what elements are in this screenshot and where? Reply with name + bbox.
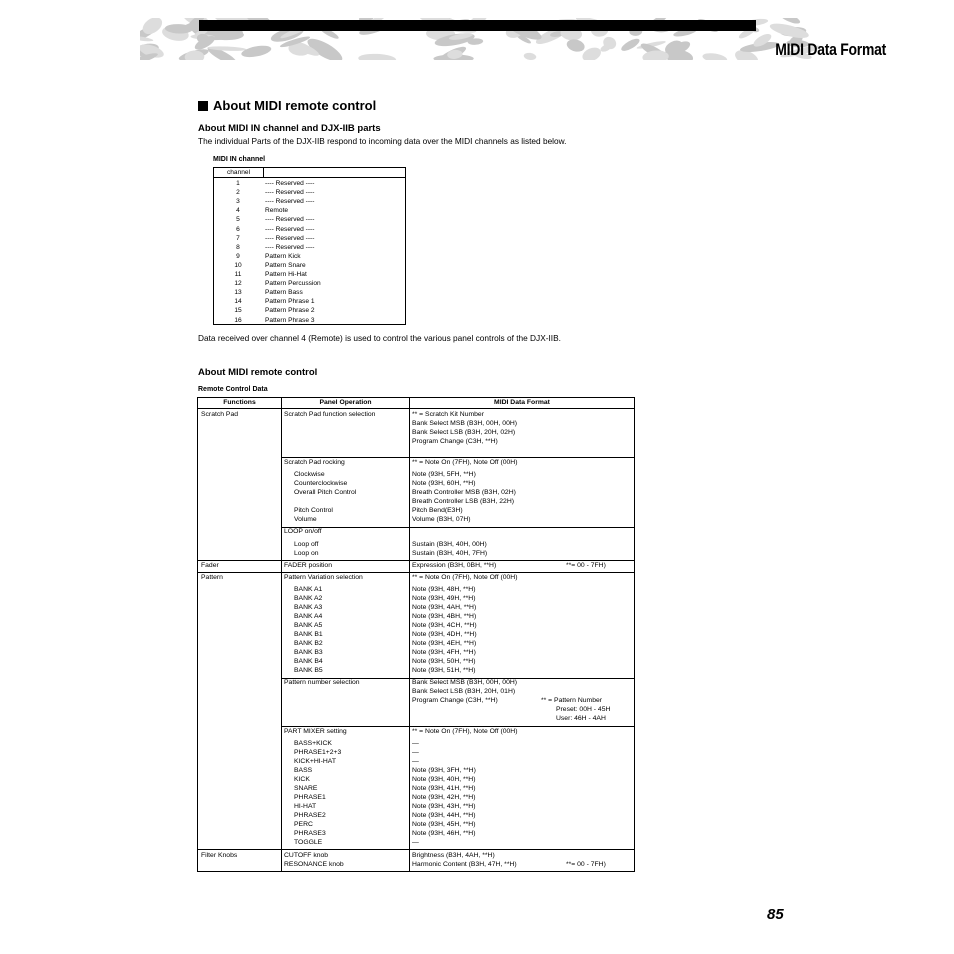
table-row [214,234,405,243]
midi-format-cell: Note (93H, 3FH, **H) [412,767,476,774]
midi-format-cell: Note (93H, 48H, **H) [412,586,476,593]
page-number: 85 [767,906,784,923]
midi-in-table-caption: MIDI IN channel [213,156,266,163]
midi-format-cell: Note (93H, 46H, **H) [412,830,476,837]
midi-format-cell: Note (93H, 40H, **H) [412,776,476,783]
channel-part: Pattern Phrase 3 [265,316,315,324]
midi-format-note: **= 00 - 7FH) [566,562,606,569]
table-row [214,306,405,315]
channel-part: ---- Reserved ---- [265,189,315,197]
panel-operation-cell: Pattern Variation selection [284,574,363,581]
midi-format-cell: Note (93H, 49H, **H) [412,595,476,602]
panel-operation-cell: Volume [294,516,317,523]
channel-number: 13 [234,289,242,297]
header-divider [198,408,634,409]
panel-operation-cell: BASS [294,767,313,774]
midi-format-cell: Note (93H, 44H, **H) [412,812,476,819]
channel-number: 8 [236,243,240,251]
midi-in-intro: The individual Parts of the DJX-IIB respond to incoming data over the MIDI channels as listed below. [198,136,567,146]
panel-operation-cell: Pitch Control [294,507,333,514]
table-row [214,270,405,279]
column-header-midi-data-format: MIDI Data Format [494,399,550,406]
channel-number: 14 [234,298,242,306]
midi-format-cell: — [412,749,419,756]
panel-operation-cell: Loop off [294,541,319,548]
remote-control-table [197,397,635,872]
panel-operation-cell: PHRASE1+2+3 [294,749,342,756]
midi-format-cell: Bank Select LSB (B3H, 20H, 01H) [412,688,516,695]
channel-part: ---- Reserved ---- [265,234,315,242]
channel-part: ---- Reserved ---- [265,180,315,187]
panel-operation-cell: FADER position [284,562,332,569]
table-row [214,179,405,188]
channel-number: 10 [234,261,242,269]
midi-format-cell: ** = Note On (7FH), Note Off (00H) [412,574,518,581]
midi-format-cell: Bank Select MSB (B3H, 00H, 00H) [412,679,518,686]
panel-operation-cell: KICK [294,776,310,783]
channel-number: 7 [236,234,240,242]
midi-format-cell: Note (93H, 51H, **H) [412,667,476,674]
midi-format-cell: Note (93H, 4EH, **H) [412,640,477,647]
panel-operation-cell: PHRASE1 [294,794,326,801]
column-divider [409,398,410,871]
midi-format-cell: Note (93H, 4FH, **H) [412,649,476,656]
panel-operation-cell: BANK B5 [294,667,323,674]
column-header-channel: channel [226,169,251,176]
channel-part: ---- Reserved ---- [265,225,315,233]
midi-format-cell: Note (93H, 43H, **H) [412,803,476,810]
midi-format-cell: — [412,740,419,747]
midi-format-cell: Note (93H, 4DH, **H) [412,631,477,638]
midi-format-cell: Sustain (B3H, 40H, 00H) [412,541,487,548]
midi-format-cell: ** = Note On (7FH), Note Off (00H) [412,728,518,735]
midi-format-cell: Program Change (C3H, **H) [412,697,498,704]
channel-part: Pattern Snare [265,261,306,269]
midi-in-heading: About MIDI IN channel and DJX-IIB parts [198,123,381,134]
panel-operation-cell: BASS+KICK [294,740,332,747]
panel-operation-cell: Pattern number selection [284,679,360,686]
channel-part: Remote [265,207,289,215]
table-row [214,297,405,306]
channel-part: Pattern Bass [265,289,303,297]
panel-operation-cell: BANK B1 [294,631,323,638]
row-divider [282,527,634,528]
midi-format-cell: Volume (B3H, 07H) [412,516,471,523]
function-cell: Fader [201,562,219,569]
panel-operation-cell: BANK A4 [294,613,323,620]
midi-format-cell: Pitch Bend(E3H) [412,507,463,514]
column-divider [281,398,282,871]
channel-number: 4 [236,207,240,215]
midi-format-cell: Sustain (B3H, 40H, 7FH) [412,550,488,557]
midi-format-cell: Note (93H, 45H, **H) [412,821,476,828]
midi-format-note: **= 00 - 7FH) [566,861,606,868]
panel-operation-cell: BANK A3 [294,604,323,611]
channel-part: Pattern Phrase 2 [265,307,315,315]
channel-number: 1 [236,180,240,187]
panel-operation-cell: Scratch Pad function selection [284,411,376,418]
midi-format-cell: Brightness (B3H, 4AH, **H) [412,852,495,859]
panel-operation-cell: BANK A2 [294,595,323,602]
panel-operation-cell: BANK B4 [294,658,323,665]
panel-operation-cell: Loop on [294,550,319,557]
midi-format-cell: Harmonic Content (B3H, 47H, **H) [412,861,517,868]
panel-operation-cell: PHRASE3 [294,830,326,837]
panel-operation-cell: PHRASE2 [294,812,326,819]
channel-part: Pattern Hi-Hat [265,271,307,278]
midi-format-cell: Note (93H, 4CH, **H) [412,622,477,629]
function-cell: Pattern [201,574,223,581]
function-cell: Filter Knobs [201,852,238,859]
midi-format-cell: Note (93H, 60H, **H) [412,480,476,487]
channel-number: 15 [234,307,242,315]
table-row [214,215,405,224]
section-heading-text: About MIDI remote control [213,98,377,113]
panel-operation-cell: Overall Pitch Control [294,489,357,496]
midi-in-channel-table [213,167,406,325]
table-row [214,243,405,252]
panel-operation-cell: Scratch Pad rocking [284,459,345,466]
panel-operation-cell: CUTOFF knob [284,852,329,859]
midi-format-cell: Expression (B3H, 0BH, **H) [412,562,497,569]
channel-number: 16 [234,316,242,324]
table-row [214,316,405,325]
midi-format-cell: Note (93H, 42H, **H) [412,794,476,801]
column-header-functions: Functions [223,399,256,406]
table-row [214,188,405,197]
panel-operation-cell: LOOP on/off [284,528,322,535]
midi-format-cell: Note (93H, 5FH, **H) [412,471,476,478]
midi-format-cell: Program Change (C3H, **H) [412,438,498,445]
panel-operation-cell: SNARE [294,785,318,792]
function-cell: Scratch Pad [201,411,239,418]
midi-format-cell: Breath Controller MSB (B3H, 02H) [412,489,516,496]
panel-operation-cell: BANK A1 [294,586,323,593]
midi-format-cell: Breath Controller LSB (B3H, 22H) [412,498,514,505]
midi-format-cell: Note (93H, 50H, **H) [412,658,476,665]
midi-format-cell: Note (93H, 4AH, **H) [412,604,477,611]
section-bar [199,20,756,31]
channel-part: ---- Reserved ---- [265,243,315,251]
panel-operation-cell: BANK A5 [294,622,323,629]
panel-operation-cell: HI-HAT [294,803,317,810]
channel-part: Pattern Kick [265,252,301,260]
column-divider [263,168,264,178]
square-bullet-icon [198,101,208,111]
remote-control-heading: About MIDI remote control [198,367,318,378]
table-row [214,197,405,206]
table-row [214,206,405,215]
channel-part: Pattern Phrase 1 [265,298,315,306]
channel-number: 3 [236,198,240,206]
midi-format-cell: Bank Select LSB (B3H, 20H, 02H) [412,429,516,436]
column-header-panel-operation: Panel Operation [319,399,372,406]
channel-part: ---- Reserved ---- [265,198,315,206]
midi-format-cell: Note (93H, 41H, **H) [412,785,476,792]
channel-part: ---- Reserved ---- [265,216,315,224]
section-label: Appendix [825,17,882,31]
channel-part: Pattern Percussion [265,280,321,288]
panel-operation-cell: KICK+HI-HAT [294,758,336,765]
midi-format-cell: ** = Scratch Kit Number [412,411,484,418]
channel-number: 2 [236,189,240,197]
midi-format-note: User: 46H - 4AH [556,715,606,722]
remote-table-caption: Remote Control Data [198,386,268,393]
table-row [214,225,405,234]
channel-number: 6 [236,225,240,233]
panel-operation-cell: TOGGLE [294,839,323,846]
panel-operation-cell: BANK B2 [294,640,323,647]
midi-format-note: ** = Pattern Number [541,697,603,704]
midi-format-cell: — [412,839,419,846]
remote-channel-note: Data received over channel 4 (Remote) is used to control the various panel controls of the DJX-IIB. [198,333,561,343]
table-row [214,252,405,261]
panel-operation-cell: PART MIXER setting [284,728,347,735]
channel-number: 11 [234,271,242,278]
midi-format-cell: Note (93H, 4BH, **H) [412,613,477,620]
panel-operation-cell: BANK B3 [294,649,323,656]
midi-format-cell: — [412,758,419,765]
channel-number: 12 [234,280,242,288]
section-heading [198,98,376,113]
midi-format-cell: ** = Note On (7FH), Note Off (00H) [412,459,518,466]
panel-operation-cell: Counterclockwise [294,480,348,487]
panel-operation-cell: RESONANCE knob [284,861,344,868]
panel-operation-cell: Clockwise [294,471,325,478]
row-divider [198,849,634,850]
table-row [214,261,405,270]
midi-format-cell: Bank Select MSB (B3H, 00H, 00H) [412,420,518,427]
panel-operation-cell: PERC [294,821,313,828]
midi-format-note: Preset: 00H - 45H [556,706,611,713]
channel-number: 5 [236,216,240,224]
table-row [214,279,405,288]
page-title: MIDI Data Format [775,40,886,59]
channel-number: 9 [236,252,240,260]
table-header [214,168,405,178]
table-row [214,288,405,297]
